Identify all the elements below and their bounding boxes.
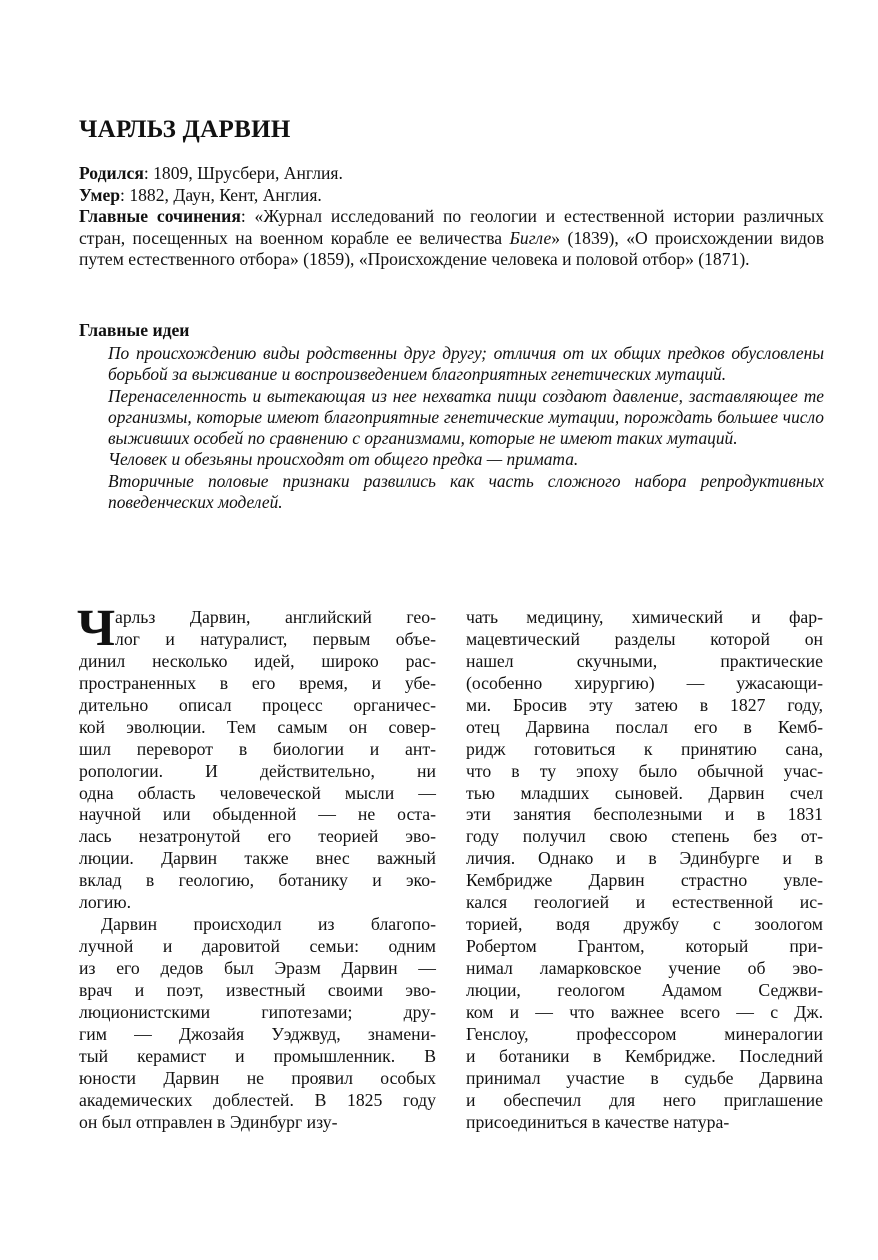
works-line: [79, 206, 824, 271]
text-line: вклад в геологию, ботанику и эко-: [79, 870, 436, 891]
works-value-2: » (1839), «О происхождении видов путем естественного отбора» (1859), «Происхождение человека и половой отбор» (1871).: [79, 227, 824, 269]
died-value: : 1882, Даун, Кент, Англия.: [120, 184, 322, 205]
text-line: одна область человеческой мысли —: [79, 782, 436, 803]
bio-block: [79, 163, 824, 271]
idea-item: Вторичные половые признаки развились как часть сложного набора репродуктивных поведенческих моделей.: [108, 470, 824, 513]
works-value-1: : «Журнал исследований по геологии и естественной истории различных стран, посещенных на военном корабле ее величества: [79, 206, 824, 248]
text-line: нимал ламарковское учение об эво-: [466, 958, 823, 978]
idea-item: Человек и обезьяны происходят от общего предка — примата.: [108, 449, 579, 470]
text-line: тью младших сыновей. Дарвин счел: [466, 782, 823, 803]
text-line: из его дедов был Эразм Дарвин —: [79, 958, 436, 978]
idea-item: По происхождению виды родственны друг другу; отличия от их общих предков обусловлены борьбой за выживание и воспроизведением благоприятных генетических мутаций.: [108, 343, 824, 385]
text-line: ком и — что важнее всего — с Дж.: [466, 1001, 823, 1022]
text-line: и ботаники в Кембридже. Последний: [466, 1045, 823, 1066]
text-line: юности Дарвин не проявил особых: [79, 1067, 436, 1088]
text-line: научной или обыденной — не оста-: [79, 804, 436, 825]
text-line: кался геологией и естественной ис-: [466, 892, 823, 913]
text-line: торией, водя дружбу с зоологом: [466, 914, 823, 935]
text-line: Робертом Грантом, который при-: [466, 936, 823, 957]
text-line: пространенных в его время, и убе-: [79, 672, 436, 693]
text-line: гим — Джозайя Уэджвуд, знамени-: [79, 1023, 436, 1044]
text-line: лучной и даровитой семьи: одним: [79, 936, 436, 957]
text-line: (особенно хирургию) — ужасающи-: [466, 672, 823, 693]
text-line: люционистскими гипотезами; дру-: [79, 1001, 436, 1022]
text-line: люции, геологом Адамом Седжви-: [466, 979, 823, 1000]
text-column-left: [77, 600, 436, 1134]
text-line: ми. Бросив эту затею в 1827 году,: [466, 694, 823, 715]
died-label: Умер: [79, 184, 121, 205]
ideas-heading: Главные идеи: [79, 320, 190, 340]
born-line: [79, 163, 824, 185]
text-line: он был отправлен в Эдинбург изу-: [79, 1111, 338, 1132]
works-value-italic: Бигле: [509, 227, 552, 248]
text-line: тый керамист и промышленник. В: [79, 1045, 436, 1066]
text-line: лась незатронутой его теорией эво-: [79, 826, 436, 847]
works-label: Главные сочинения: [79, 206, 241, 226]
text-column-right: [466, 607, 823, 1134]
born-label: Родился: [79, 163, 144, 183]
text-line: Дарвин происходил из благопо-: [101, 914, 436, 935]
text-line: году получил свою степень без от-: [466, 826, 823, 847]
text-line: врач и поэт, известный своими эво-: [79, 979, 436, 1000]
text-line: динил несколько идей, широко рас-: [79, 650, 436, 671]
text-line: нашел скучными, практические: [466, 650, 823, 671]
text-line: отец Дарвина послал его в Кемб-: [466, 716, 823, 737]
dropcap-letter: Ч: [77, 600, 116, 657]
text-line: мацевтический разделы которой он: [466, 628, 823, 649]
text-line: Кембридже Дарвин страстно увле-: [466, 870, 823, 891]
ideas-list: [108, 343, 824, 513]
text-line: кой эволюции. Тем самым он совер-: [79, 716, 436, 737]
text-line: чать медицину, химический и фар-: [466, 607, 823, 627]
text-line: принимал участие в судьбе Дарвина: [466, 1067, 823, 1088]
text-line: академических доблестей. В 1825 году: [79, 1089, 436, 1110]
text-line: ридж готовиться к принятию сана,: [466, 738, 823, 759]
text-line: присоединиться в качестве натура-: [466, 1111, 730, 1132]
text-line: шил переворот в биологии и ант-: [79, 738, 436, 759]
page-title: ЧАРЛЬЗ ДАРВИН: [79, 116, 291, 143]
text-line: дительно описал процесс органичес-: [79, 694, 436, 715]
text-line: и обеспечил для него приглашение: [466, 1089, 823, 1110]
text-line: что в ту эпоху было обычной учас-: [466, 760, 823, 781]
idea-item: Перенаселенность и вытекающая из нее нехватка пищи создают давление, заставляющее те организмы, которые имеют благоприятные генетические мутации, порождать большее число выживших особей по сравнению с организмами, которые не имеют таких мутаций.: [108, 385, 824, 449]
text-line: люции. Дарвин также внес важный: [79, 848, 436, 869]
text-line: личия. Однако и в Эдинбурге и в: [466, 848, 823, 869]
text-line: логию.: [79, 892, 132, 913]
text-line: Генслоу, профессором минералогии: [466, 1023, 823, 1044]
died-line: [79, 185, 824, 207]
text-line: ропологии. И действительно, ни: [79, 760, 436, 781]
text-line: лог и натуралист, первым объе-: [115, 628, 436, 649]
text-line: эти занятия бесполезными и в 1831: [466, 804, 823, 825]
born-value: : 1809, Шрусбери, Англия.: [143, 163, 343, 183]
text-line: арльз Дарвин, английский гео-: [115, 607, 436, 627]
